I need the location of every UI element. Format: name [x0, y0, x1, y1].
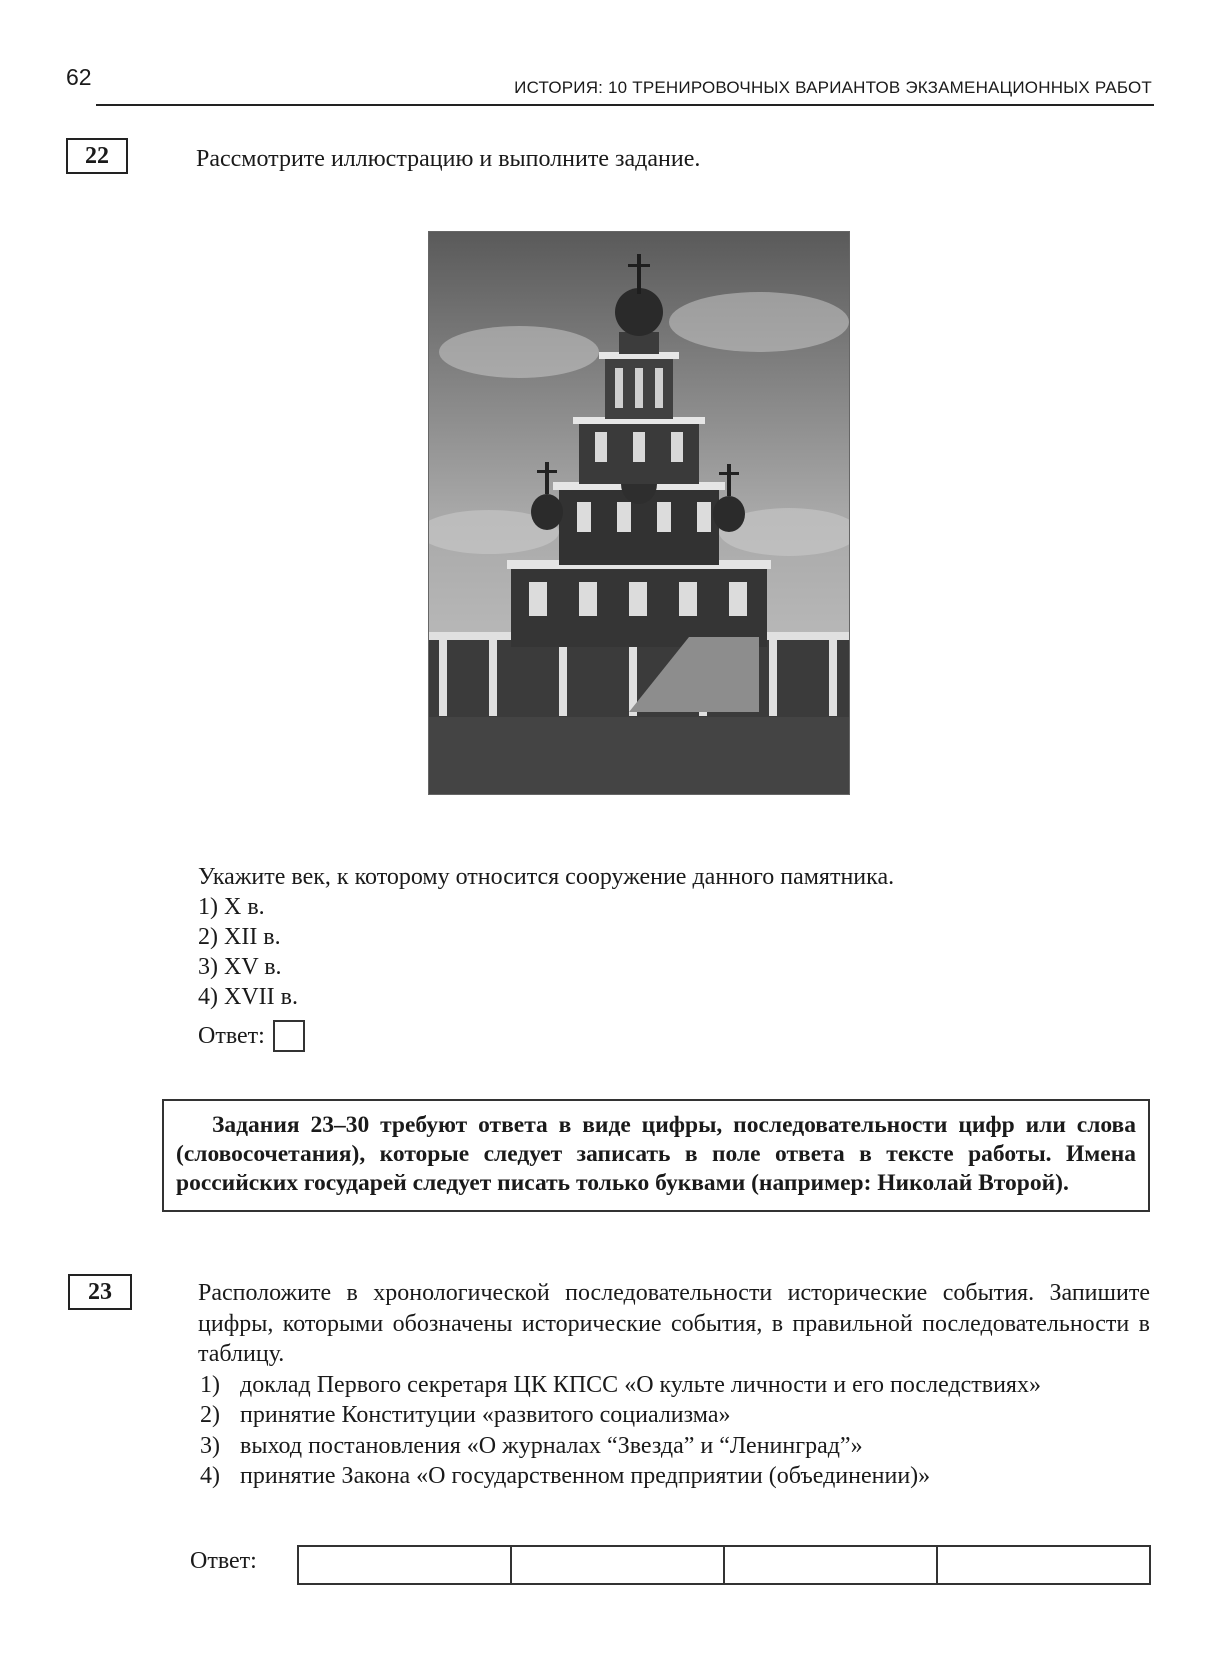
task-23-number: 23 — [68, 1274, 132, 1310]
task-22-answer-box[interactable] — [273, 1020, 305, 1052]
answer-cell-1[interactable] — [299, 1547, 512, 1583]
answer-cell-2[interactable] — [512, 1547, 725, 1583]
task-22-answer-row — [198, 1020, 894, 1052]
instruction-notice: Задания 23–30 требуют ответа в виде цифры, последовательности цифр или слова (словосочетания), которые следует записать в поле ответа в тексте работы. Имена российских государей следует писать только буквами (например: Николай Второй). — [162, 1099, 1150, 1212]
task-22-prompt: Рассмотрите иллюстрацию и выполните задание. — [196, 146, 701, 172]
church-image — [429, 232, 849, 794]
church-illustration — [428, 231, 850, 795]
task-23-event — [198, 1461, 1150, 1492]
event-text: принятие Закона «О государственном предприятии (объединении)» — [240, 1463, 931, 1489]
event-number: 3) — [200, 1432, 220, 1459]
task-22-option-1: 1) X в. — [198, 894, 265, 920]
answer-cell-3[interactable] — [725, 1547, 938, 1583]
task-22-answer-label: Ответ: — [198, 1023, 265, 1049]
task-23-event — [198, 1370, 1150, 1401]
task-23-body — [198, 1278, 1150, 1492]
event-number: 1) — [200, 1371, 220, 1398]
task-22-option-2: 2) XII в. — [198, 924, 281, 950]
task-22-option-4: 4) XVII в. — [198, 984, 298, 1010]
event-text: доклад Первого секретаря ЦК КПСС «О культе личности и его последствиях» — [240, 1371, 1041, 1398]
task-23-event — [198, 1431, 1150, 1462]
event-number: 4) — [200, 1463, 220, 1489]
task-23-prompt: Расположите в хронологической последовательности исторические события. Запишите цифры, которыми обозначены исторические события, в правильной последовательности в таблицу. — [198, 1280, 1150, 1367]
event-number: 2) — [200, 1402, 220, 1428]
task-22-question-block — [198, 862, 894, 1052]
task-22-question: Укажите век, к которому относится сооружение данного памятника. — [198, 864, 895, 890]
task-23-event-list — [198, 1370, 1150, 1492]
task-23-event — [198, 1400, 1150, 1431]
answer-cell-4[interactable] — [938, 1547, 1149, 1583]
task-23-answer-table — [297, 1545, 1151, 1585]
running-title: ИСТОРИЯ: 10 ТРЕНИРОВОЧНЫХ ВАРИАНТОВ ЭКЗАМЕНАЦИОННЫХ РАБОТ — [514, 78, 1152, 97]
page-number: 62 — [66, 64, 92, 90]
event-text: принятие Конституции «развитого социализма» — [240, 1402, 731, 1428]
task-22-option-3: 3) XV в. — [198, 954, 282, 980]
task-22-number: 22 — [66, 138, 128, 174]
header-divider — [96, 104, 1154, 106]
task-23-answer-label: Ответ: — [190, 1548, 257, 1574]
event-text: выход постановления «О журналах “Звезда” и “Ленинград”» — [240, 1432, 863, 1459]
